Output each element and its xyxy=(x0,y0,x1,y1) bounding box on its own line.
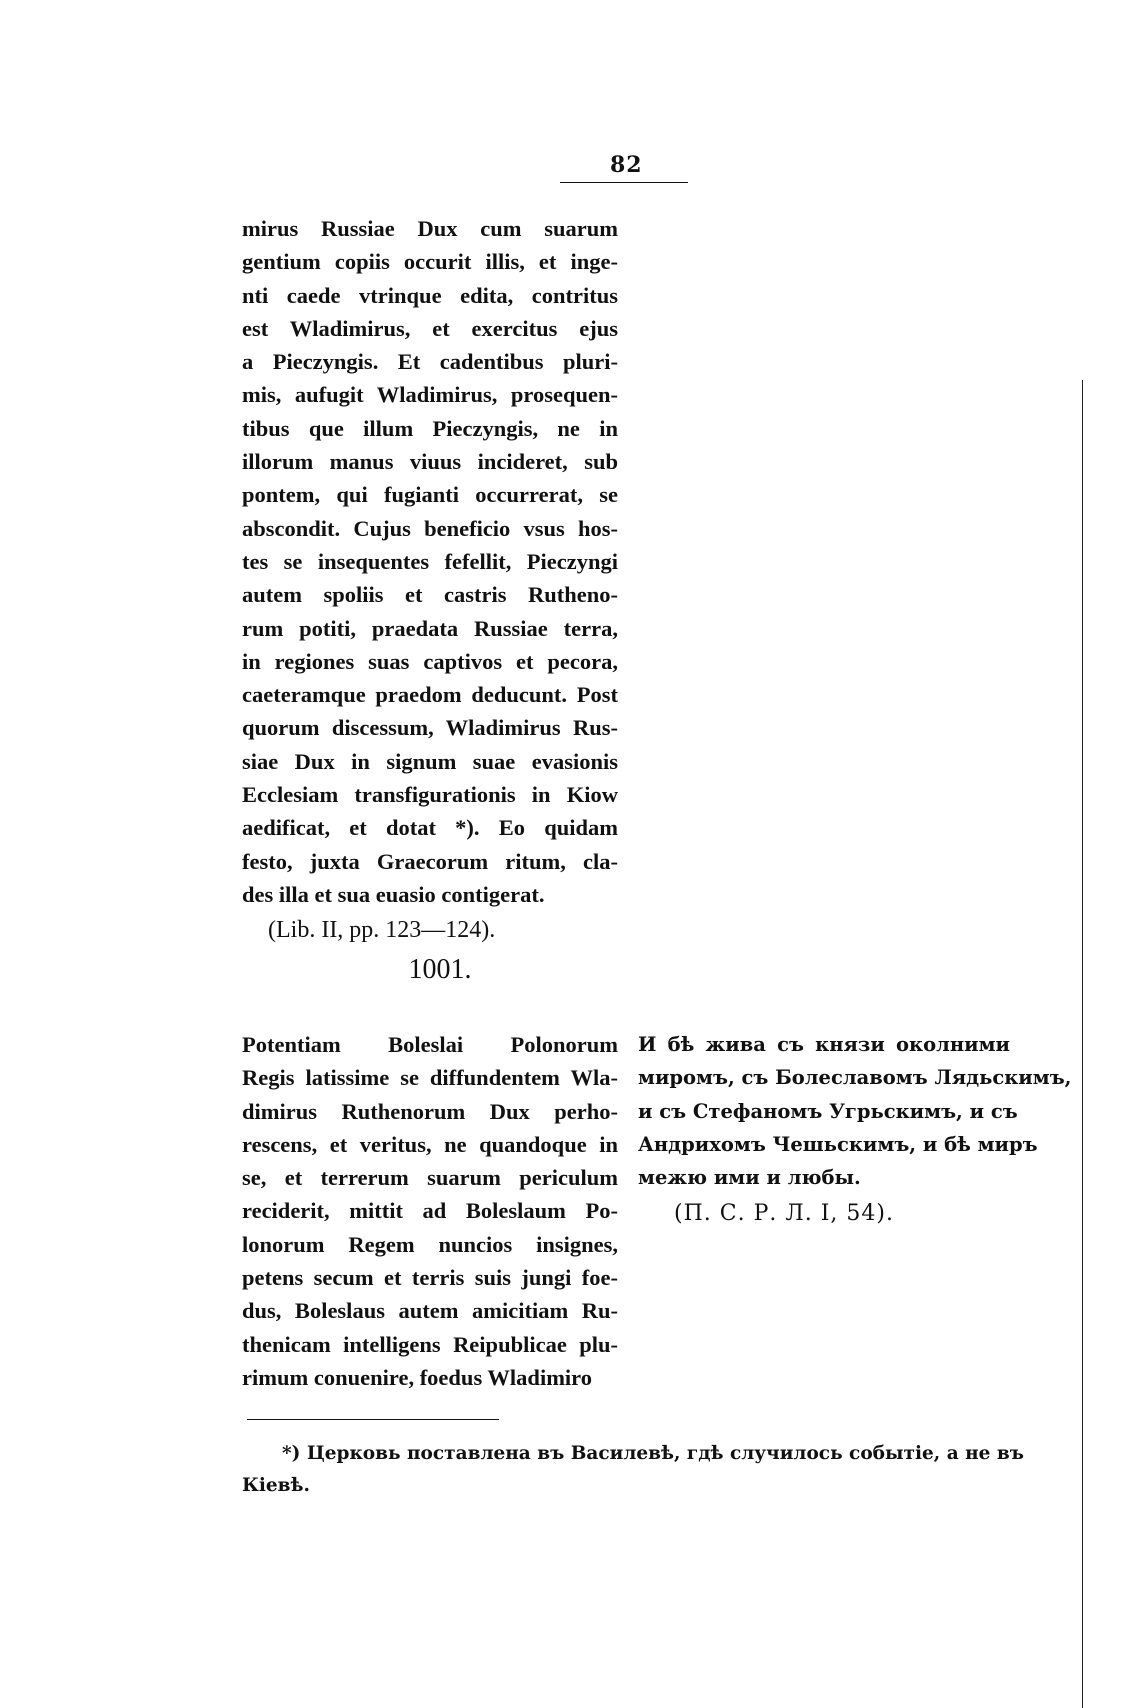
latin-line: se, et terrerum suarum periculum xyxy=(242,1165,618,1191)
latin-line: des illa et sua euasio contigerat. xyxy=(242,881,545,907)
slavonic-line: Андрихомъ Чешьскимъ, и бѣ миръ xyxy=(638,1132,1038,1156)
latin-line: rimum conuenire, foedus Wladimiro xyxy=(242,1364,593,1390)
page-number: 82 xyxy=(610,152,643,178)
latin-line: tes se insequentes fefellit, Pieczyngi xyxy=(242,548,618,574)
latin-line: quorum discessum, Wladimirus Rus- xyxy=(242,715,618,741)
latin-line: aedificat, et dotat *). Eo quidam xyxy=(242,815,618,841)
slavonic-text xyxy=(638,1028,1072,1234)
latin-line: rescens, et veritus, ne quandoque in xyxy=(242,1131,618,1157)
latin-line: nti caede vtrinque edita, contritus xyxy=(242,282,618,308)
latin-text-bottom xyxy=(242,1028,618,1394)
latin-line: Ecclesiam transfigurationis in Kiow xyxy=(242,782,618,808)
header-rule xyxy=(560,182,688,183)
latin-line: festo, juxta Graecorum ritum, cla- xyxy=(242,848,618,874)
latin-line: siae Dux in signum suae evasionis xyxy=(242,748,618,774)
latin-line: illorum manus viuus incideret, sub xyxy=(242,449,618,475)
latin-line: est Wladimirus, et exercitus ejus xyxy=(242,315,618,341)
footnote xyxy=(242,1438,1024,1502)
latin-line: thenicam intelligens Reipublicae plu- xyxy=(242,1331,618,1357)
page-edge-line xyxy=(1082,380,1083,1708)
latin-line: mis, aufugit Wladimirus, prosequen- xyxy=(242,382,618,408)
latin-line: petens secum et terris suis jungi foe- xyxy=(242,1265,618,1291)
lib-reference: (Lib. II, pp. 123—124). xyxy=(268,917,496,944)
latin-line: reciderit, mittit ad Boleslaum Po- xyxy=(242,1198,618,1224)
latin-line: Potentiam Boleslai Polonorum xyxy=(242,1032,618,1057)
latin-text-top xyxy=(242,212,618,991)
latin-line: in regiones suas captivos et pecora, xyxy=(242,648,618,674)
latin-line: dus, Boleslaus autem amicitiam Ru- xyxy=(242,1298,618,1324)
latin-line: rum potiti, praedata Russiae terra, xyxy=(242,615,618,641)
slavonic-line: межю ими и любы. xyxy=(638,1166,861,1190)
latin-line: autem spoliis et castris Ruthenо- xyxy=(242,582,618,608)
slavonic-line: И бѣ жива съ князи околними xyxy=(638,1033,1010,1056)
footnote-line: *) Церковь поставлена въ Василевѣ, гдѣ случилось событіе, а не въ xyxy=(282,1443,1024,1464)
latin-line: gentium copiis occurit illis, et inge- xyxy=(242,249,618,275)
footnote-line: Кіевѣ. xyxy=(242,1475,310,1496)
latin-line: lonorum Regem nuncios insignes, xyxy=(242,1231,618,1257)
latin-line: dimirus Ruthenorum Dux perho- xyxy=(242,1098,618,1124)
latin-line: a Pieczyngis. Et cadentibus pluri- xyxy=(242,349,618,375)
slavonic-reference: (П. С. Р. Л. I, 54). xyxy=(674,1201,894,1227)
slavonic-line: миромъ, съ Болеславомъ Лядьскимъ, xyxy=(638,1066,1072,1090)
latin-line: pontem, qui fugianti occurrerat, se xyxy=(242,482,618,508)
year-heading: 1001. xyxy=(408,954,472,986)
footnote-rule xyxy=(247,1419,499,1420)
slavonic-line: и съ Стефаномъ Угрьскимъ, и съ xyxy=(638,1099,1018,1123)
latin-line: caeteramque praedom deducunt. Post xyxy=(242,682,618,708)
latin-line: abscondit. Cujus beneficio vsus hos- xyxy=(242,515,618,541)
latin-line: Regis latissime se diffundentem Wla- xyxy=(242,1065,618,1091)
latin-line: mirus Russiae Dux cum suarum xyxy=(242,216,618,241)
latin-line: tibus que illum Pieczyngis, ne in xyxy=(242,415,618,441)
